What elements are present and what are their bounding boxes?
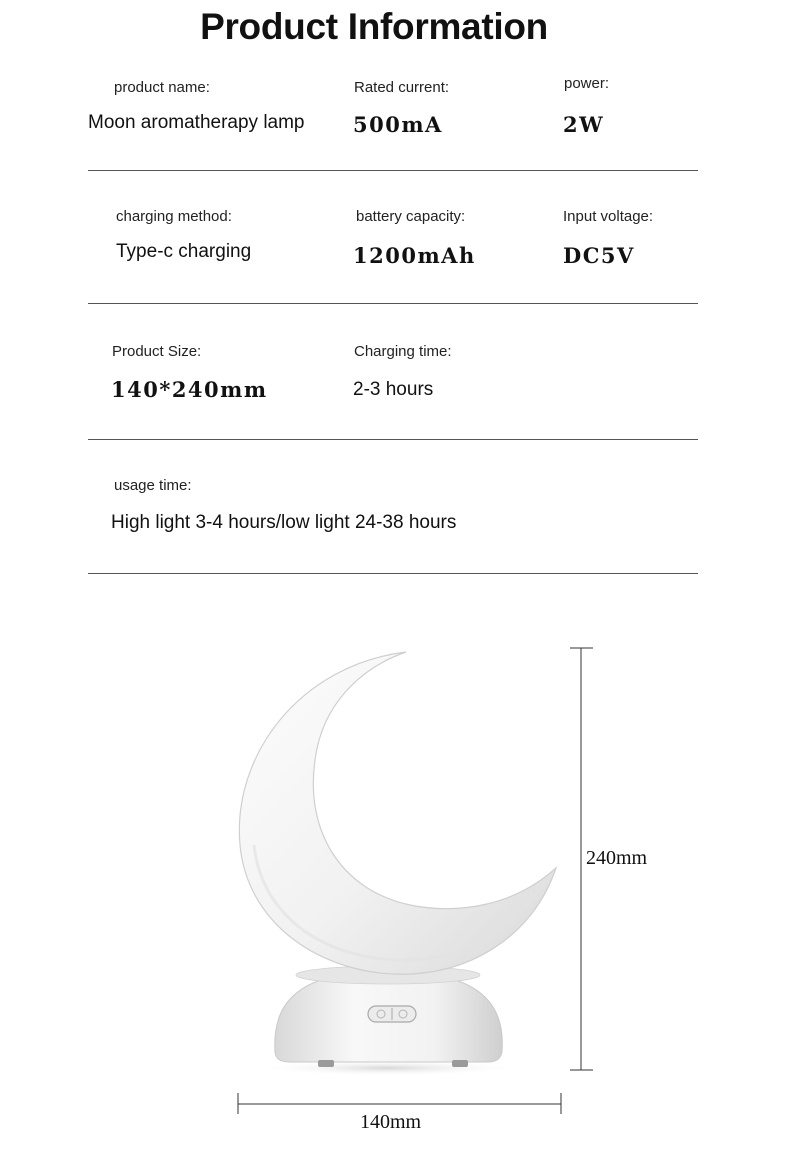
- usage-time-value: High light 3-4 hours/low light 24-38 hours: [111, 512, 457, 533]
- charging-time-label: Charging time:: [354, 343, 452, 360]
- product-size-label: Product Size:: [112, 343, 202, 360]
- battery-capacity-label: battery capacity:: [356, 208, 466, 225]
- charging-method-label: charging method:: [116, 208, 232, 225]
- usage-time-label: usage time:: [114, 477, 192, 494]
- rated-current-label: Rated current:: [354, 79, 450, 96]
- input-voltage-value: DC5V: [563, 243, 635, 268]
- battery-capacity-value: 1200mAh: [353, 243, 476, 268]
- height-dimension-label: 240mm: [586, 847, 648, 869]
- width-dimension-label: 140mm: [360, 1111, 422, 1133]
- page-title: Product Information: [200, 6, 548, 47]
- product-name-label: product name:: [114, 79, 210, 96]
- power-button-icon: [368, 1006, 416, 1022]
- power-value: 2W: [563, 112, 605, 137]
- charging-method-value: Type-c charging: [116, 241, 252, 262]
- charging-time-value: 2-3 hours: [353, 379, 434, 400]
- crescent-moon: [239, 652, 556, 974]
- product-size-value: 140*240mm: [111, 377, 268, 402]
- product-name-value: Moon aromatherapy lamp: [88, 112, 305, 133]
- power-label: power:: [564, 75, 610, 92]
- input-voltage-label: Input voltage:: [563, 208, 654, 225]
- rated-current-value: 500mA: [353, 112, 443, 137]
